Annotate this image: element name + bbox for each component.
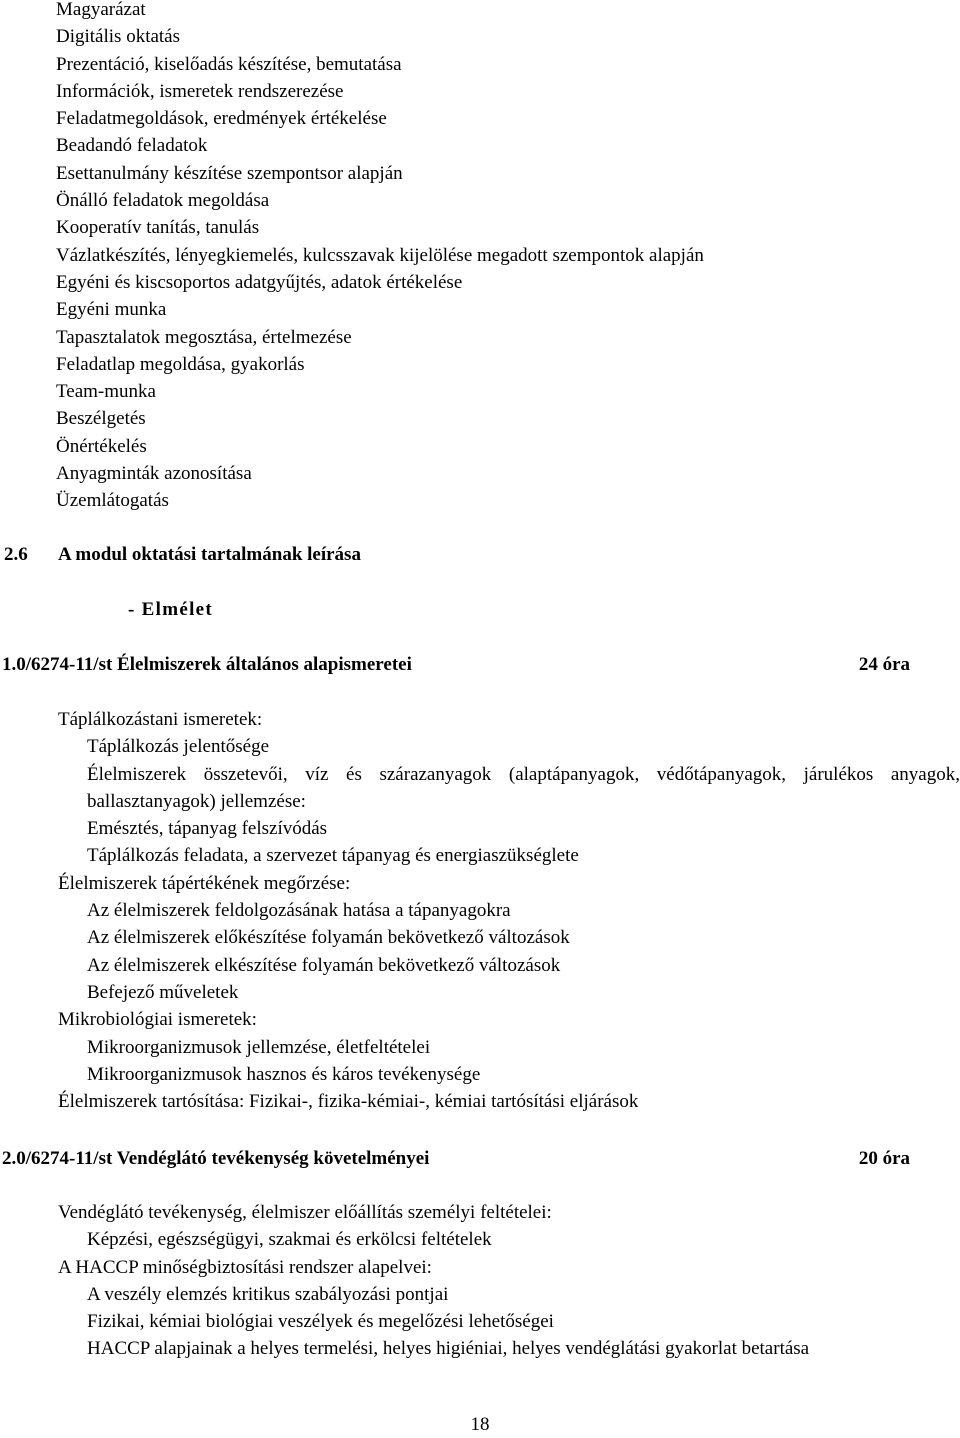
module-1-hours: 24 óra: [858, 654, 910, 675]
content-line: Az élelmiszerek elkészítése folyamán bekövetkező változások: [87, 954, 561, 976]
module-2-title: 2.0/6274-11/st Vendéglátó tevékenység követelményei: [2, 1148, 430, 1169]
list-item: Egyéni munka: [56, 299, 167, 321]
list-item: Kooperatív tanítás, tanulás: [56, 217, 260, 239]
module-2-heading: [2, 1145, 910, 1172]
content-line: Táplálkozás jelentősége: [87, 736, 270, 758]
content-line: Képzési, egészségügyi, szakmai és erkölcsi feltételek: [87, 1229, 492, 1251]
content-line-text: HACCP alapjainak a helyes termelési, helyes higiéniai, helyes vendéglátási gyakorlat betartása: [87, 1338, 810, 1360]
content-line: Az élelmiszerek előkészítése folyamán bekövetkező változások: [87, 927, 570, 949]
list-item: Team-munka: [56, 381, 156, 403]
content-line: [58, 1335, 960, 1362]
list-item: Önértékelés: [56, 435, 147, 457]
list-item: Feladatmegoldások, eredmények értékelése: [56, 108, 387, 130]
list-item: Anyagminták azonosítása: [56, 463, 252, 485]
content-line: Az élelmiszerek feldolgozásának hatása a tápanyagokra: [87, 900, 511, 922]
list-item: Üzemlátogatás: [56, 490, 169, 512]
content-line: A veszély elemzés kritikus szabályozási pontjai: [87, 1283, 449, 1305]
section-heading: [4, 541, 960, 568]
content-line: Táplálkozás feladata, a szervezet tápanyag és energiaszükséglete: [87, 845, 579, 867]
list-item: Tapasztalatok megosztása, értelmezése: [56, 326, 352, 348]
list-item: Vázlatkészítés, lényegkiemelés, kulcsszavak kijelölése megadott szempontok alapján: [56, 244, 704, 266]
module-2-content: [58, 1199, 960, 1363]
content-line: Mikroorganizmusok hasznos és káros tevékenysége: [87, 1063, 481, 1085]
page-number: 18: [470, 1414, 490, 1435]
content-line: [58, 761, 960, 816]
content-line: Élelmiszerek tápértékének megőrzése:: [58, 872, 351, 894]
list-item: Egyéni és kiscsoportos adatgyűjtés, adatok értékelése: [56, 271, 463, 293]
list-item: Magyarázat: [56, 0, 146, 20]
teaching-methods-list: [56, 0, 936, 515]
content-line: Emésztés, tápanyag felszívódás: [87, 818, 328, 840]
list-item: Önálló feladatok megoldása: [56, 190, 270, 212]
list-item: Beadandó feladatok: [56, 135, 208, 157]
module-2-hours: 20 óra: [858, 1148, 910, 1169]
module-1-content: [58, 706, 960, 1115]
content-line: Élelmiszerek tartósítása: Fizikai-, fizika-kémiai-, kémiai tartósítási eljárások: [58, 1091, 639, 1113]
list-item: Feladatlap megoldása, gyakorlás: [56, 353, 305, 375]
list-item: Információk, ismeretek rendszerezése: [56, 80, 344, 102]
module-1-heading: [2, 651, 910, 678]
section-title: A modul oktatási tartalmának leírása: [58, 544, 361, 565]
subsection-heading: - Elmélet: [128, 599, 214, 620]
list-item: Prezentáció, kiselőadás készítése, bemutatása: [56, 53, 402, 75]
content-line: A HACCP minőségbiztosítási rendszer alapelvei:: [58, 1256, 432, 1278]
module-1-title: 1.0/6274-11/st Élelmiszerek általános alapismeretei: [2, 654, 412, 675]
list-item: Beszélgetés: [56, 408, 146, 430]
content-line: Táplálkozástani ismeretek:: [58, 709, 263, 730]
list-item: Digitális oktatás: [56, 26, 181, 48]
list-item: Esettanulmány készítése szempontsor alapján: [56, 162, 403, 184]
content-line: Mikrobiológiai ismeretek:: [58, 1009, 257, 1031]
content-line: Fizikai, kémiai biológiai veszélyek és megelőzési lehetőségei: [87, 1311, 554, 1333]
section-number: 2.6: [4, 544, 28, 565]
content-line-text: Élelmiszerek összetevői, víz és szárazanyagok (alaptápanyagok, védőtápanyagok, járulékos anyagok, ballasztanyagok) jellemzése:: [87, 763, 960, 812]
content-line: Mikroorganizmusok jellemzése, életfeltételei: [87, 1036, 431, 1058]
content-line: Vendéglátó tevékenység, élelmiszer előállítás személyi feltételei:: [58, 1202, 552, 1223]
content-line: Befejező műveletek: [87, 981, 239, 1003]
